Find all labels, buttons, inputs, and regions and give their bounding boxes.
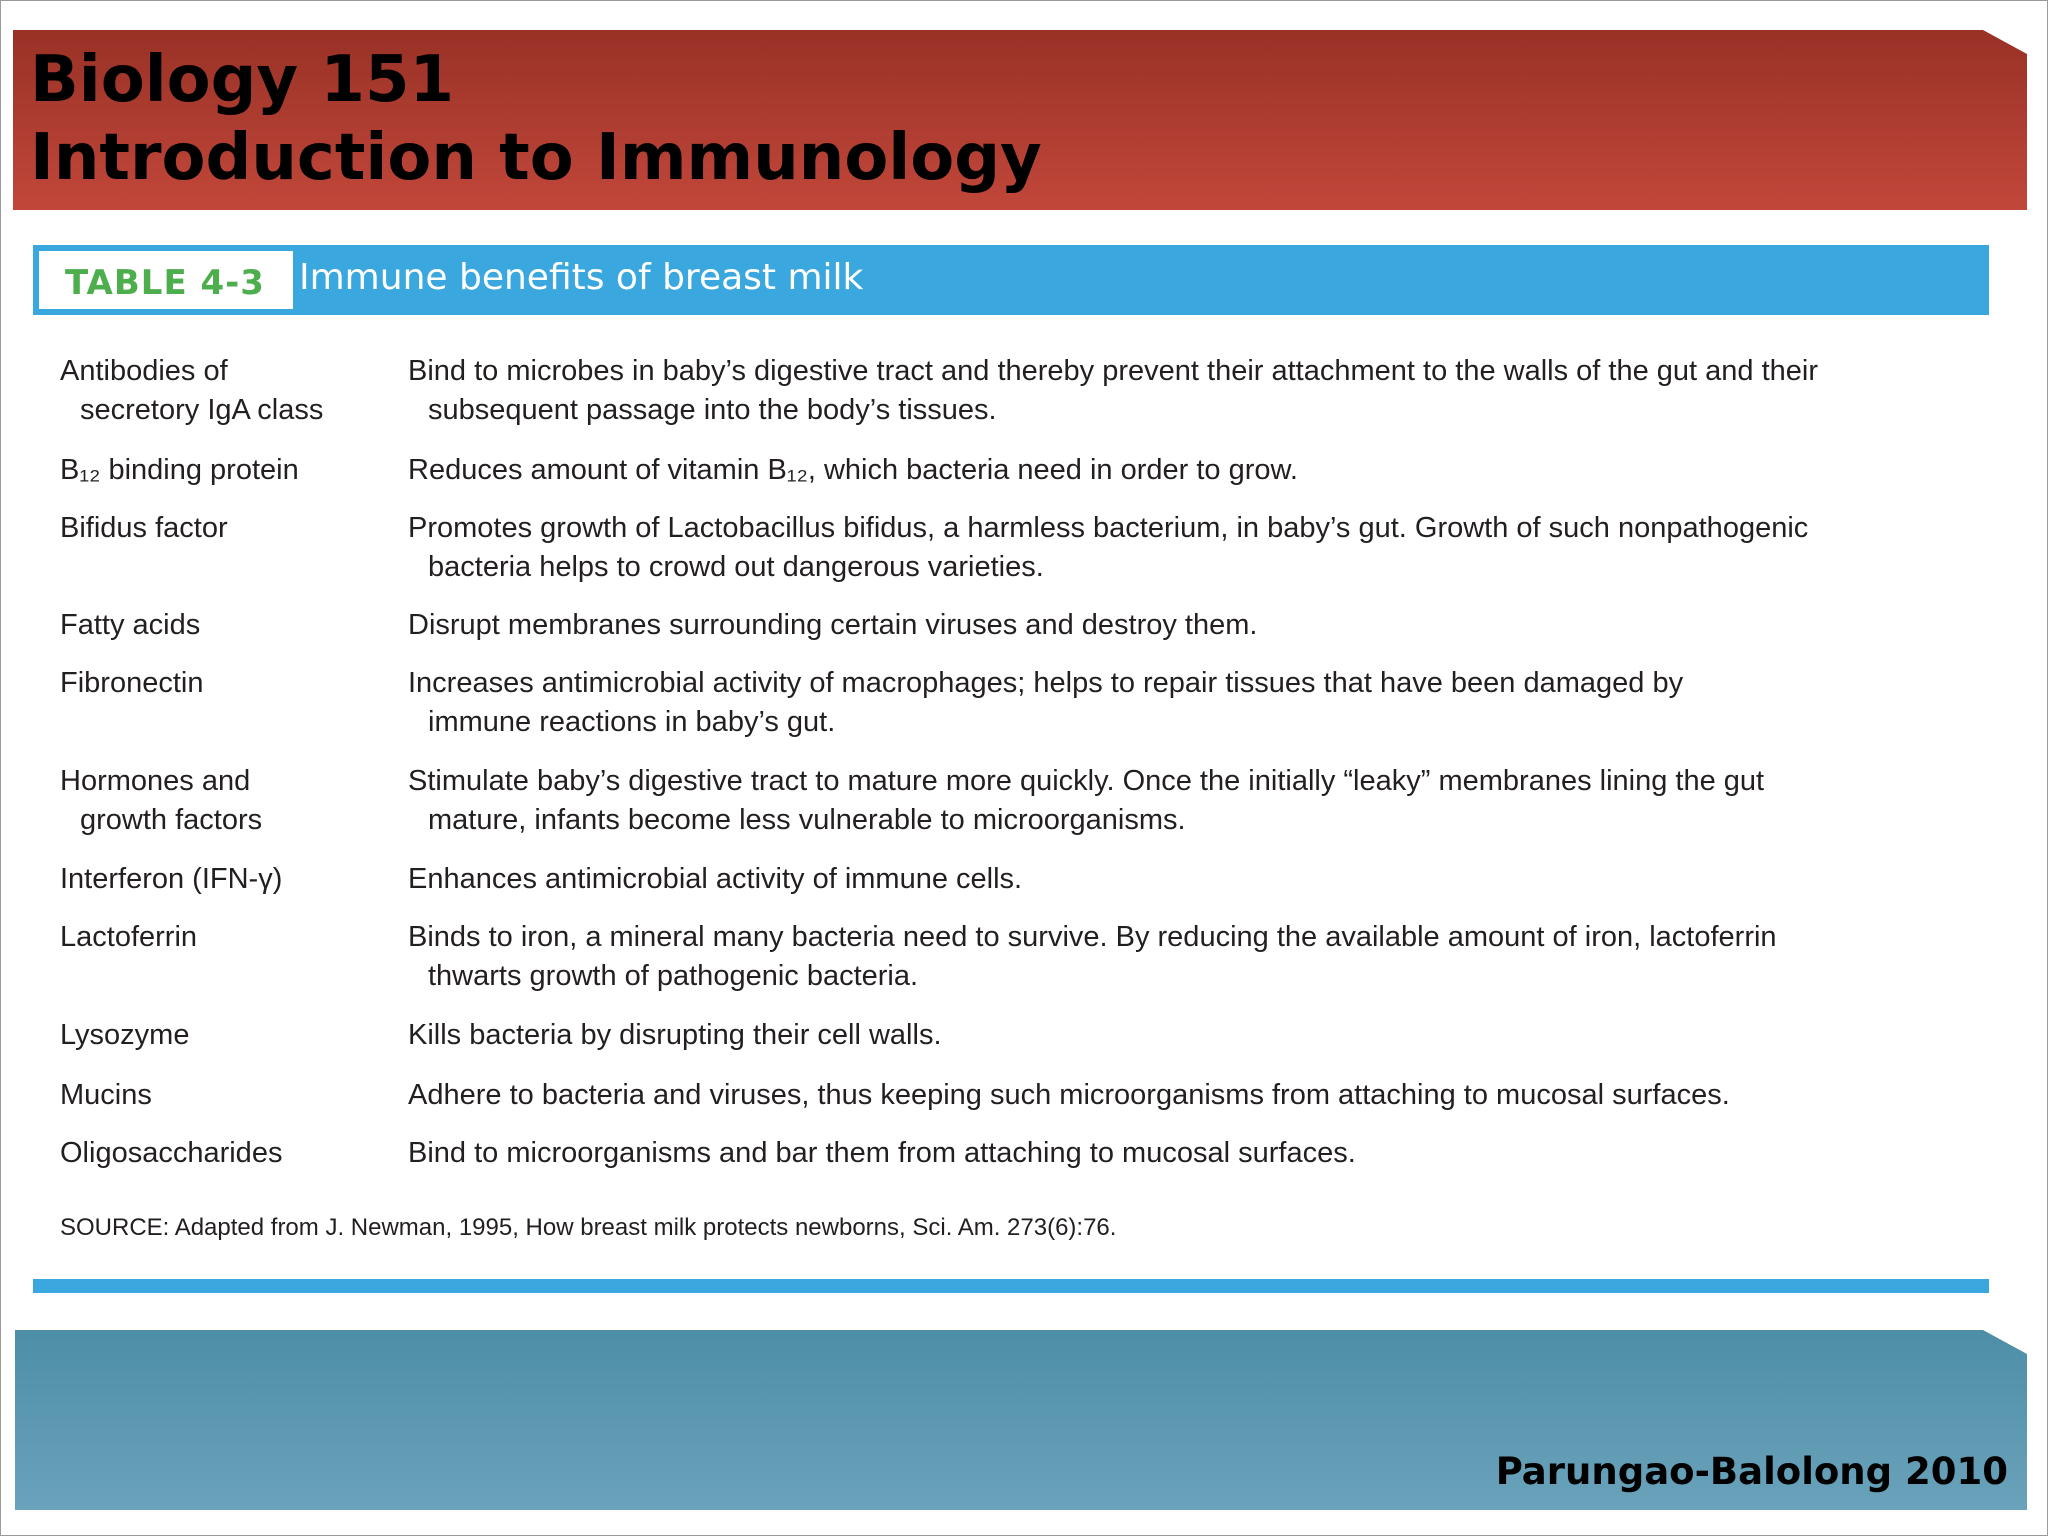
term-line: growth factors (80, 804, 263, 836)
table-label: TABLE 4-3 (65, 263, 265, 303)
row-description (408, 1134, 1988, 1173)
desc-line: bacteria helps to crowd out dangerous varieties. (428, 551, 1044, 583)
course-title: Biology 151 (30, 43, 454, 117)
row-description (408, 451, 1988, 490)
desc-line: Kills bacteria by disrupting their cell walls. (408, 1019, 942, 1051)
desc-line: Enhances antimicrobial activity of immune cells. (408, 863, 1023, 895)
term-line: Antibodies of (60, 355, 228, 387)
desc-line: Increases antimicrobial activity of macrophages; helps to repair tissues that have been damaged by (408, 667, 1684, 699)
row-term (60, 606, 390, 645)
slide-title: Introduction to Immunology (30, 121, 1042, 195)
desc-line: mature, infants become less vulnerable to microorganisms. (428, 804, 1186, 836)
row-description (408, 1076, 1988, 1115)
table-caption: Immune benefits of breast milk (299, 257, 864, 298)
row-term (60, 451, 390, 490)
table-bottom-rule (33, 1279, 1989, 1293)
term-line: secretory IgA class (80, 394, 324, 426)
term-line: Lactoferrin (60, 921, 198, 953)
row-description (408, 606, 1988, 645)
row-term (60, 860, 390, 899)
desc-line: subsequent passage into the body’s tissues. (428, 394, 997, 426)
desc-line: Promotes growth of Lactobacillus bifidus, a harmless bacterium, in baby’s gut. Growth of such nonpathogenic (408, 512, 1809, 544)
desc-line: Reduces amount of vitamin B₁₂, which bacteria need in order to grow. (408, 454, 1298, 486)
desc-line: immune reactions in baby’s gut. (428, 706, 836, 738)
table-caption-bar (33, 245, 1989, 315)
term-line: Hormones and (60, 765, 251, 797)
row-description (408, 664, 1988, 742)
row-description (408, 352, 1988, 430)
row-term (60, 762, 390, 840)
row-description (408, 918, 1988, 996)
row-term (60, 509, 390, 548)
desc-line: Bind to microbes in baby’s digestive tract and thereby prevent their attachment to the walls of the gut and their (408, 355, 1818, 387)
term-line: Mucins (60, 1079, 152, 1111)
row-term (60, 1016, 390, 1055)
author-credit: Parungao-Balolong 2010 (1495, 1450, 2008, 1493)
term-line: Oligosaccharides (60, 1137, 283, 1169)
term-line: Fatty acids (60, 609, 201, 641)
row-term (60, 352, 390, 430)
row-term (60, 918, 390, 957)
term-line: Fibronectin (60, 667, 204, 699)
row-description (408, 1016, 1988, 1055)
row-description (408, 860, 1988, 899)
term-line: B₁₂ binding protein (60, 454, 299, 486)
term-line: Bifidus factor (60, 512, 228, 544)
row-description (408, 762, 1988, 840)
desc-line: Bind to microorganisms and bar them from attaching to mucosal surfaces. (408, 1137, 1356, 1169)
row-term (60, 664, 390, 703)
desc-line: Adhere to bacteria and viruses, thus keeping such microorganisms from attaching to mucosal surfaces. (408, 1079, 1730, 1111)
row-term (60, 1134, 390, 1173)
table-label-box (37, 249, 295, 311)
desc-line: thwarts growth of pathogenic bacteria. (428, 960, 919, 992)
desc-line: Binds to iron, a mineral many bacteria need to survive. By reducing the available amount of iron, lactoferrin (408, 921, 1777, 953)
desc-line: Stimulate baby’s digestive tract to mature more quickly. Once the initially “leaky” membranes lining the gut (408, 765, 1765, 797)
row-description (408, 509, 1988, 587)
table-source-note: SOURCE: Adapted from J. Newman, 1995, How breast milk protects newborns, Sci. Am. 273(6):76. (60, 1214, 1117, 1241)
term-line: Lysozyme (60, 1019, 190, 1051)
row-term (60, 1076, 390, 1115)
term-line: Interferon (IFN-γ) (60, 863, 283, 895)
desc-line: Disrupt membranes surrounding certain viruses and destroy them. (408, 609, 1258, 641)
